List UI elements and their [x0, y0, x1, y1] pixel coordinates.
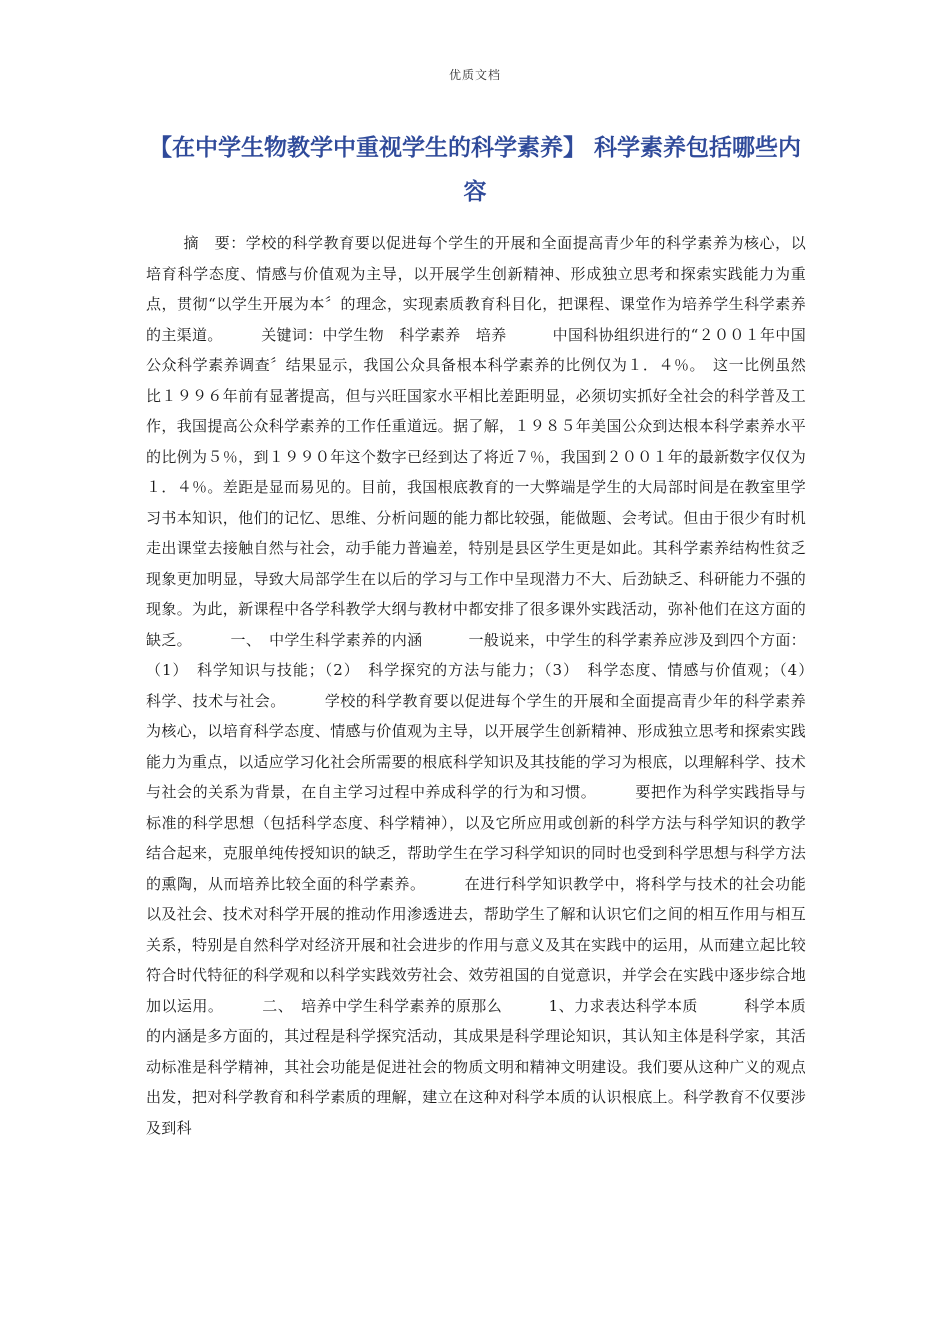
document-title: 【在中学生物教学中重视学生的科学素养】 科学素养包括哪些内容 [148, 135, 801, 205]
document-body: 摘 要：学校的科学教育要以促进每个学生的开展和全面提高青少年的科学素养为核心，以培育科学态度、情感与价值观为主导，以开展学生创新精神、形成独立思考和探索实践能力为重点，贯彻“以学生开展为本〞的理念，实现素质教育科目化，把课程、课堂作为培养学生科学素养的主渠道。 关键词：中学生物 科学素养 培养 中国科协组织进行的“２００１年中国公众科学素养调查〞结果显示，我国公众具备根本科学素养的比例仅为１．４％。 这一比例虽然比１９９６年前有显著提高，但与兴旺国家水平相比差距明显，必须切实抓好全社会的科学普及工作，我国提高公众科学素养的工作任重道远。据了解，１９８５年美国公众到达根本科学素养水平的比例为５％，到１９９０年这个数字已经到达了将近７％，我国到２００１年的最新数字仅仅为１．４％。差距是显而易见的。目前，我国根底教育的一大弊端是学生的大局部时间是在教室里学习书本知识，他们的记忆、思维、分析问题的能力都比较强，能做题、会考试。但由于很少有时机走出课堂去接触自然与社会，动手能力普遍差，特别是县区学生更是如此。其科学素养结构性贫乏现象更加明显，导致大局部学生在以后的学习与工作中呈现潜力不大、后劲缺乏、科研能力不强的现象。为此，新课程中各学科教学大纲与教材中都安排了很多课外实践活动，弥补他们在这方面的缺乏。 一、 中学生科学素养的内涵 一般说来，中学生的科学素养应涉及到四个方面：（1） 科学知识与技能；（2） 科学探究的方法与能力；（3） 科学态度、情感与价值观；（4） 科学、技术与社会。 学校的科学教育要以促进每个学生的开展和全面提高青少年的科学素养为核心，以培育科学态度、情感与价值观为主导，以开展学生创新精神、形成独立思考和探索实践能力为重点，以适应学习化社会所需要的根底科学知识及其技能的学习为根底，以理解科学、技术与社会的关系为背景，在自主学习过程中养成科学的行为和习惯。 要把作为科学实践指导与标准的科学思想（包括科学态度、科学精神），以及它所应用或创新的科学方法与科学知识的教学结合起来，克服单纯传授知识的缺乏，帮助学生在学习科学知识的同时也受到科学思想与科学方法的熏陶，从而培养比较全面的科学素养。 在进行科学知识教学中，将科学与技术的社会功能以及社会、技术对科学开展的推动作用渗透进去，帮助学生了解和认识它们之间的相互作用与相互关系，特别是自然科学对经济开展和社会进步的作用与意义及其在实践中的运用，从而建立起比较符合时代特征的科学观和以科学实践效劳社会、效劳祖国的自觉意识，并学会在实践中逐步综合地加以运用。 二、 培养中学生科学素养的原那么 1、力求表达科学本质 科学本质的内涵是多方面的，其过程是科学探究活动，其成果是科学理论知识，其认知主体是科学家，其活动标准是科学精神，其社会功能是促进社会的物质文明和精神文明建设。我们要从这种广义的观点出发，把对科学教育和科学素质的理解，建立在这种对科学本质的认识根底上。科学教育不仅要涉及到科 [146, 234, 822, 1137]
page-header: 优质文档 [448, 68, 501, 82]
